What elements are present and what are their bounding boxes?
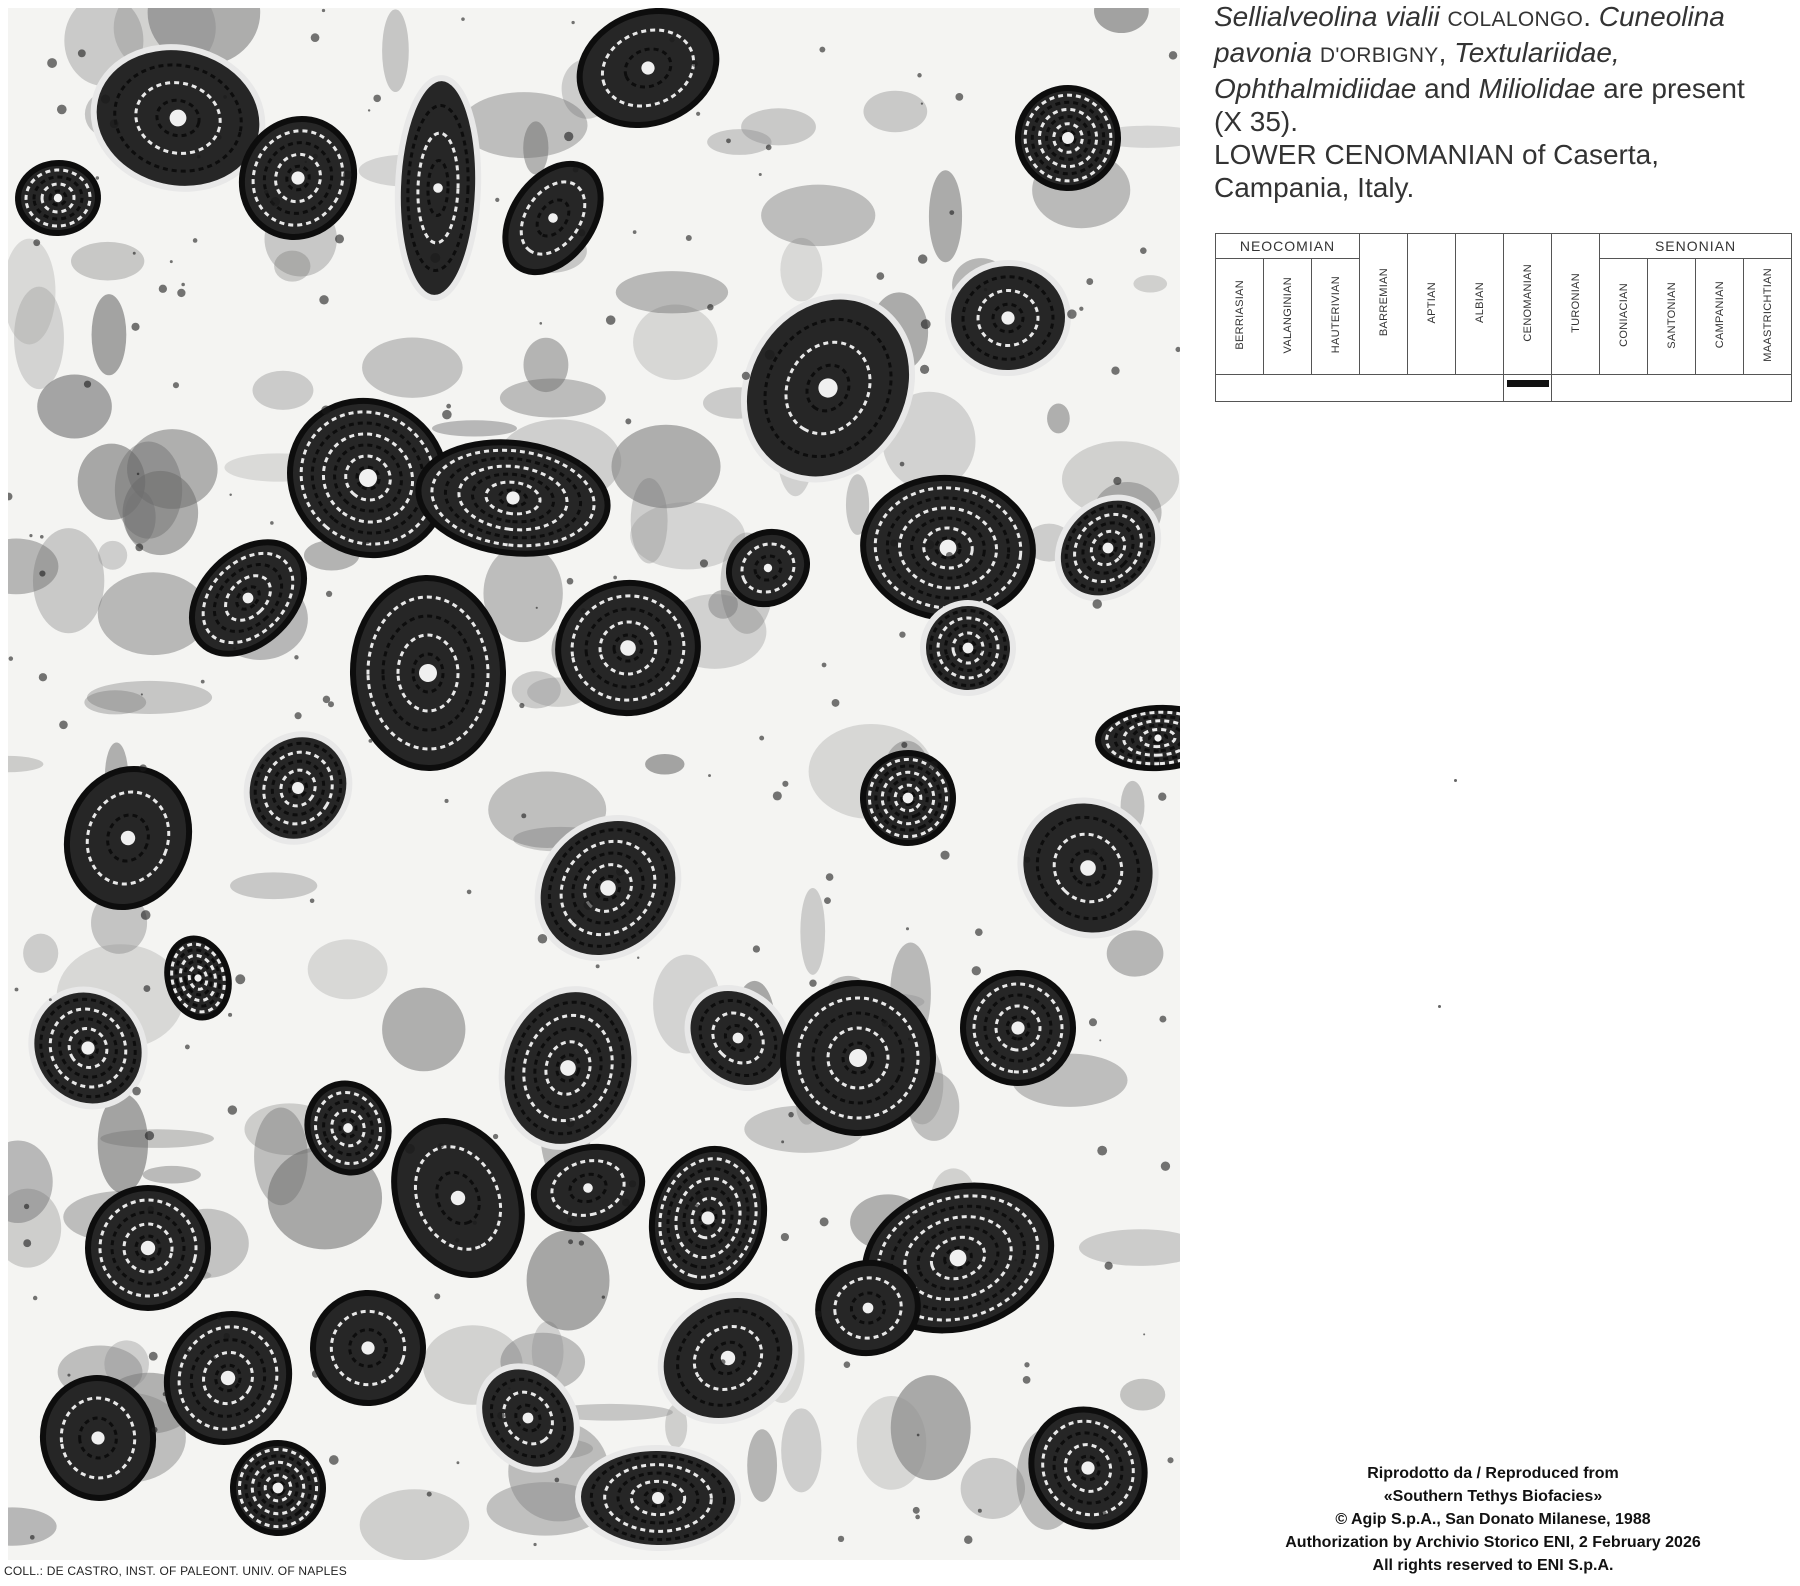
stage-label: BERRIASIAN: [1233, 280, 1246, 350]
micrograph-image: [8, 8, 1180, 1560]
stage-label: MAASTRICHTIAN: [1761, 268, 1774, 362]
range-row: [1216, 375, 1792, 402]
stage-label: BARREMIAN: [1377, 268, 1390, 337]
stage-cell: [1360, 234, 1408, 375]
caption-locality: Campania, Italy.: [1214, 172, 1415, 203]
caption-magnification: (X 35).: [1214, 106, 1299, 137]
species-author: COLALONGO: [1447, 8, 1584, 31]
stage-cell: [1696, 259, 1744, 375]
scan-speck: [1438, 1005, 1441, 1008]
stage-label: CONIACIAN: [1617, 283, 1630, 347]
family-name: Miliolidae: [1478, 73, 1596, 104]
notice-line: All rights reserved to ENI S.p.A.: [1372, 1557, 1614, 1574]
stage-cell: [1456, 234, 1504, 375]
caption-line-1: [1214, 0, 1794, 36]
group-senonian: SENONIAN: [1600, 234, 1792, 259]
figure-caption: [1214, 0, 1794, 204]
photo-credit: COLL.: DE CASTRO, INST. OF PALEONT. UNIV. OF NAPLES: [4, 1564, 347, 1578]
stage-cell: [1744, 259, 1792, 375]
notice-line: Authorization by Archivio Storico ENI, 2 February 2026: [1285, 1534, 1701, 1551]
group-row: [1216, 234, 1792, 259]
caption-separator: ,: [1438, 37, 1455, 68]
stage-label: VALANGINIAN: [1281, 276, 1294, 354]
stage-cell: [1504, 234, 1552, 375]
range-bar: [1507, 380, 1549, 387]
stratigraphic-range-table: [1215, 233, 1792, 402]
stage-label: SANTONIAN: [1665, 281, 1678, 349]
family-name: Textulariidae,: [1454, 37, 1620, 68]
notice-line: © Agip S.p.A., San Donato Milanese, 1988: [1335, 1511, 1651, 1528]
range-marker-cenomanian: [1504, 375, 1552, 402]
species-epithet: pavonia: [1214, 37, 1313, 68]
stage-label: CENOMANIAN: [1521, 263, 1534, 342]
stage-label: APTIAN: [1425, 281, 1438, 324]
stage-label: CAMPANIAN: [1713, 281, 1726, 349]
stage-label: TURONIAN: [1569, 272, 1582, 333]
caption-line-3: [1214, 72, 1794, 105]
species-name: Sellialveolina vialii: [1214, 1, 1440, 32]
group-neocomian: NEOCOMIAN: [1216, 234, 1360, 259]
family-name: Ophthalmidiidae: [1214, 73, 1417, 104]
stage-label: HAUTERIVIAN: [1329, 276, 1342, 354]
stage-label: ALBIAN: [1473, 282, 1486, 323]
caption-line-2: [1214, 36, 1794, 72]
stage-cell: [1408, 234, 1456, 375]
stage-cell: [1216, 259, 1264, 375]
notice-line: «Southern Tethys Biofacies»: [1383, 1488, 1603, 1505]
caption-text: are present: [1595, 73, 1745, 104]
caption-age: LOWER CENOMANIAN of Caserta,: [1214, 139, 1659, 170]
notice-line: Riprodotto da / Reproduced from: [1367, 1465, 1619, 1482]
stage-cell: [1600, 259, 1648, 375]
genus-name: Cuneolina: [1598, 1, 1725, 32]
caption-text: and: [1416, 73, 1479, 104]
scan-speck: [1454, 779, 1457, 782]
stage-cell: [1552, 234, 1600, 375]
thin-section-photo: [8, 8, 1180, 1560]
stage-cell: [1648, 259, 1696, 375]
stage-cell: [1312, 259, 1360, 375]
species-author: D'ORBIGNY: [1319, 44, 1439, 67]
stage-cell: [1264, 259, 1312, 375]
reproduction-notice: [1268, 1462, 1718, 1577]
caption-separator: .: [1583, 1, 1599, 32]
